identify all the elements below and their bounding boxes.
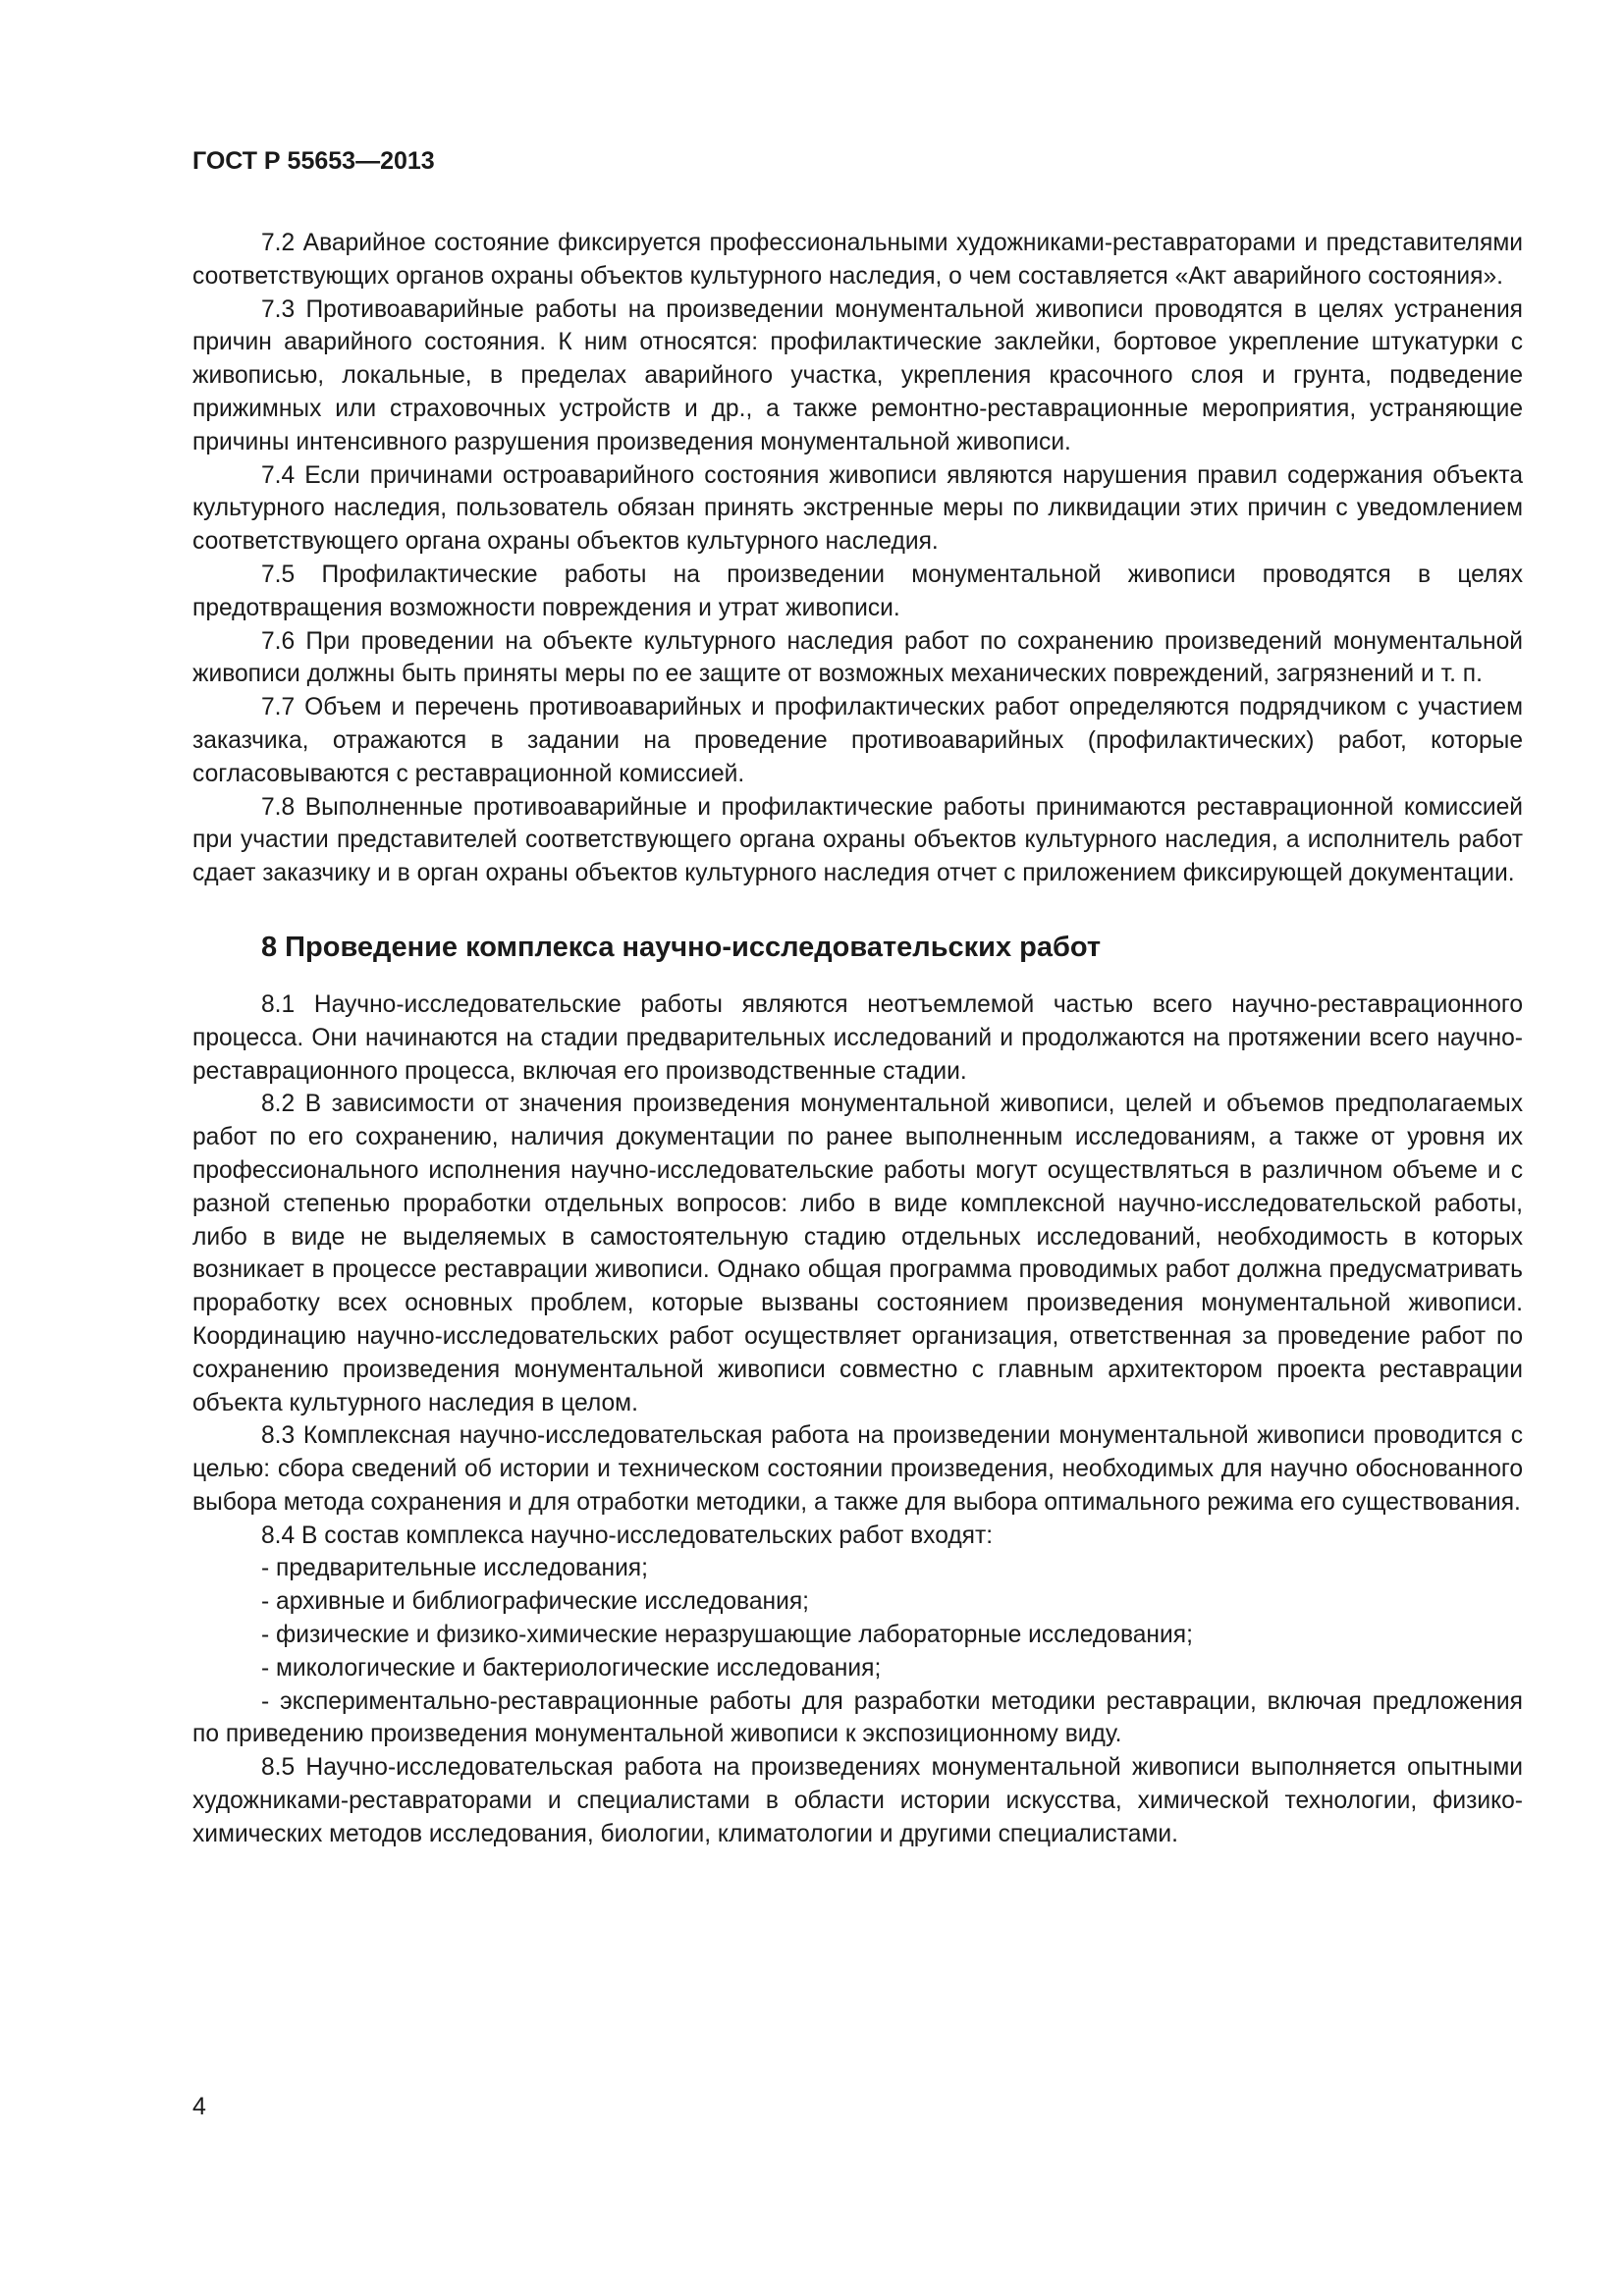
paragraph-7-6: 7.6 При проведении на объекте культурного наследия работ по сохранению произведений монументальной живописи должны быть приняты меры по ее защите от возможных механических повреждений, загрязнений и т. п.: [192, 627, 1523, 688]
paragraph-8-4: 8.4 В состав комплекса научно-исследовательских работ входят:: [261, 1522, 994, 1549]
research-works-list: [192, 1552, 1523, 1751]
list-item: - микологические и бактериологические исследования;: [261, 1654, 882, 1682]
paragraph-8-3: 8.3 Комплексная научно-исследовательская работа на произведении монументальной живописи проводится с целью: сбора сведений об истории и техническом состоянии произведения, необходимых для научно обоснованного выбора метода сохранения и для отработки методики, а также для выбора оптимального режима его существования.: [192, 1422, 1523, 1516]
paragraph-8-5: 8.5 Научно-исследовательская работа на произведениях монументальной живописи выполняется опытными художниками-реставраторами и специалистами в области истории искусства, химической технологии, физико-химических методов исследования, биологии, климатологии и другими специалистами.: [192, 1754, 1523, 1847]
paragraph-7-5: 7.5 Профилактические работы на произведении монументальной живописи проводятся в целях предотвращения возможности повреждения и утрат живописи.: [192, 561, 1523, 621]
page-number: 4: [192, 2093, 206, 2120]
paragraph-8-1: 8.1 Научно-исследовательские работы являются неотъемлемой частью всего научно-реставрационного процесса. Они начинаются на стадии предварительных исследований и продолжаются на протяжении всего научно-реставрационного процесса, включая его производственные стадии.: [192, 990, 1523, 1085]
list-item: - экспериментально-реставрационные работы для разработки методики реставрации, включая предложения по приведению произведения монументальной живописи к экспозиционному виду.: [192, 1687, 1523, 1748]
paragraph-7-8: 7.8 Выполненные противоаварийные и профилактические работы принимаются реставрационной комиссией при участии представителей соответствующего органа охраны объектов культурного наследия, а исполнитель работ сдает заказчику и в орган охраны объектов культурного наследия отчет с приложением фиксирующей документации.: [192, 793, 1523, 887]
list-item: - архивные и библиографические исследования;: [261, 1588, 809, 1616]
page-body: [192, 227, 1523, 1851]
paragraph-7-4: 7.4 Если причинами остроаварийного состояния живописи являются нарушения правил содержания объекта культурного наследия, пользователь обязан принять экстренные меры по ликвидации этих причин с уведомлением соответствующего органа охраны объектов культурного наследия.: [192, 461, 1523, 556]
section-8-heading: 8 Проведение комплекса научно-исследовательских работ: [261, 931, 1102, 963]
paragraph-8-2: 8.2 В зависимости от значения произведения монументальной живописи, целей и объемов предполагаемых работ по его сохранению, наличия документации по ранее выполненным исследованиям, а также от уровня их профессионального исполнения научно-исследовательские работы могут осуществляться в различном объеме и с разной степенью проработки отдельных вопросов: либо в виде комплексной научно-исследовательской работы, либо в виде не выделяемых в самостоятельную стадию отдельных исследований, необходимость в которых возникает в процессе реставрации живописи. Однако общая программа проводимых работ должна предусматривать проработку всех основных проблем, которые вызваны состоянием произведения монументальной живописи. Координацию научно-исследовательских работ осуществляет организация, ответственная за проведение работ по сохранению произведения монументальной живописи совместно с главным архитектором проекта реставрации объекта культурного наследия в целом.: [192, 1091, 1523, 1416]
paragraph-7-2: 7.2 Аварийное состояние фиксируется профессиональными художниками-реставраторами и представителями соответствующих органов охраны объектов культурного наследия, о чем составляется «Акт аварийного состояния».: [192, 230, 1523, 290]
list-item: - предварительные исследования;: [261, 1555, 648, 1582]
paragraph-7-3: 7.3 Противоаварийные работы на произведении монументальной живописи проводятся в целях устранения причин аварийного состояния. К ним относятся: профилактические заклейки, бортовое укрепление штукатурки с живописью, локальные, в пределах аварийного участка, укрепления красочного слоя и грунта, подведение прижимных или страховочных устройств и др., а также ремонтно-реставрационные мероприятия, устраняющие причины интенсивного разрушения произведения монументальной живописи.: [192, 295, 1523, 455]
list-item: - физические и физико-химические неразрушающие лабораторные исследования;: [261, 1622, 1193, 1649]
paragraph-7-7: 7.7 Объем и перечень противоаварийных и профилактических работ определяются подрядчиком с участием заказчика, отражаются в задании на проведение противоаварийных (профилактических) работ, которые согласовываются с реставрационной комиссией.: [192, 694, 1523, 787]
document-code: ГОСТ Р 55653—2013: [192, 147, 435, 175]
